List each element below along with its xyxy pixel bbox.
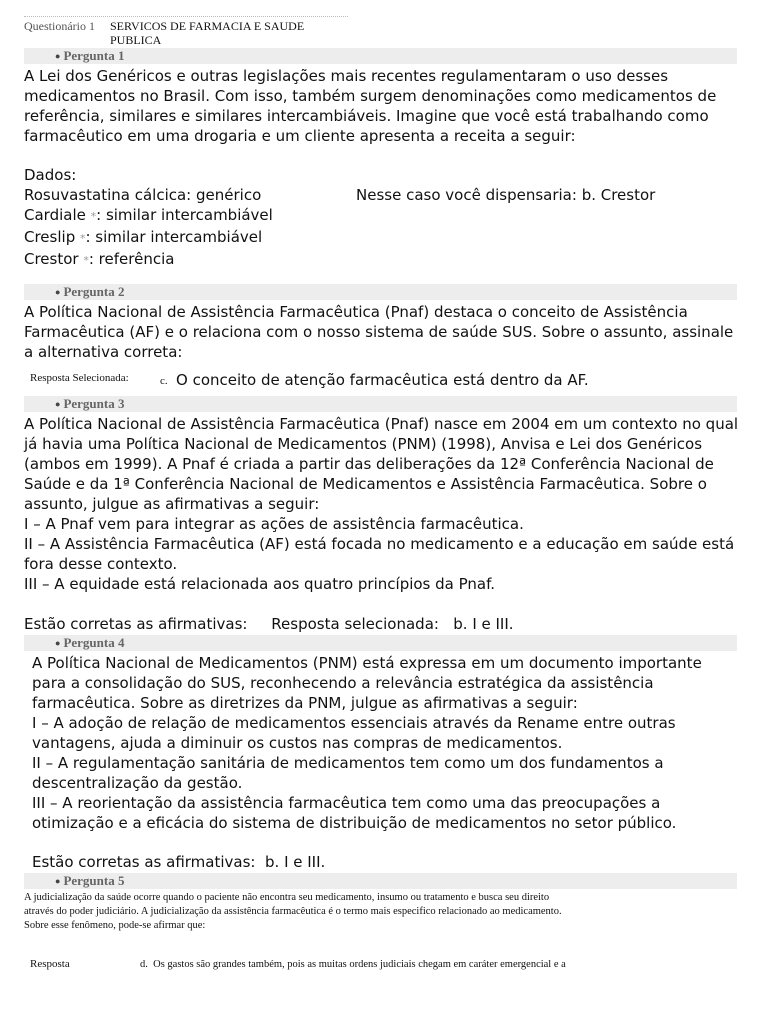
- question-text-line: Saúde e da 1ª Conferência Nacional de Medicamentos e Assistência Farmacêutica. Sobre o: [24, 475, 707, 493]
- question-text-line: descentralização da gestão.: [32, 774, 243, 792]
- question-1-body: [24, 66, 724, 146]
- question-2-body: [24, 302, 734, 362]
- data-item: [24, 249, 724, 271]
- asterisk-mark: *: [90, 210, 97, 223]
- header-divider: [24, 16, 348, 17]
- question-5-heading: Pergunta 5: [63, 873, 125, 888]
- questionnaire-label: Questionário 1: [24, 19, 95, 33]
- bullet-icon: ●: [55, 638, 61, 648]
- question-5-body: [24, 891, 724, 933]
- question-text-line: já havia uma Política Nacional de Medicamentos (PNM) (1998), Anvisa e Lei dos Genéricos: [24, 435, 703, 453]
- answer-label: Resposta: [30, 958, 70, 970]
- question-text-line: otimização e a eficácia do sistema de distribuição de medicamentos no setor público.: [32, 814, 677, 832]
- question-text-line: III – A reorientação da assistência farmacêutica tem como uma das preocupações a: [32, 794, 661, 812]
- drug-type: : similar intercambiável: [85, 228, 263, 246]
- question-4-body: [32, 653, 732, 833]
- drug-name: Creslip: [24, 228, 80, 246]
- drug-name: Cardiale: [24, 206, 91, 224]
- asterisk-mark: *: [79, 232, 86, 245]
- question-4-heading: Pergunta 4: [63, 635, 125, 650]
- drug-name: Crestor: [24, 250, 84, 268]
- question-text-line: para a consolidação do SUS, reconhecendo a relevância estratégica da assistência: [32, 674, 654, 692]
- asterisk-mark: *: [83, 254, 89, 267]
- bullet-icon: ●: [55, 51, 61, 61]
- drug-type: : similar intercambiável: [96, 206, 273, 224]
- question-4-answer: Estão corretas as afirmativas: b. I e III.: [32, 853, 326, 871]
- question-text-line: (ambos em 1999). A Pnaf é criada a partir das deliberações da 12ª Conferência Nacional de: [24, 455, 714, 473]
- question-text-line: III – A equidade está relacionada aos quatro princípios da Pnaf.: [24, 575, 496, 593]
- data-item: [24, 205, 724, 227]
- question-3-heading: Pergunta 3: [63, 396, 125, 411]
- question-text-line: II – A regulamentação sanitária de medicamentos tem como um dos fundamentos a: [32, 754, 664, 772]
- question-text-line: medicamentos no Brasil. Com isso, também surgem denominações como medicamentos de: [24, 87, 717, 105]
- question-5-header: [24, 873, 737, 889]
- answer-letter: c.: [160, 375, 168, 387]
- dados-label: Dados:: [24, 166, 77, 184]
- bullet-icon: ●: [55, 399, 61, 409]
- question-text-line: farmacêutica. Sobre as diretrizes da PNM, julgue as afirmativas a seguir:: [32, 694, 578, 712]
- question-1-heading: Pergunta 1: [63, 48, 125, 63]
- question-text-line: vantagens, ajuda a diminuir os custos nas compras de medicamentos.: [32, 734, 563, 752]
- question-1-answer: Nesse caso você dispensaria: b. Crestor: [356, 186, 656, 204]
- question-2-header: [24, 284, 737, 300]
- question-text-line: A Política Nacional de Assistência Farmacêutica (Pnaf) destaca o conceito de Assistência: [24, 303, 688, 321]
- question-2-heading: Pergunta 2: [63, 284, 125, 299]
- question-text-line: A Política Nacional de Assistência Farmacêutica (Pnaf) nasce em 2004 em um contexto no qual: [24, 415, 739, 433]
- question-3-body: [24, 414, 739, 594]
- question-text-line: A Política Nacional de Medicamentos (PNM) está expressa em um documento importante: [32, 654, 702, 672]
- question-text-line: I – A adoção de relação de medicamentos essenciais através da Rename entre outras: [32, 714, 676, 732]
- selected-answer-label: Resposta Selecionada:: [30, 372, 129, 384]
- question-text-line: fora desse contexto.: [24, 555, 178, 573]
- question-text-line: a alternativa correta:: [24, 343, 183, 361]
- question-text-line: I – A Pnaf vem para integrar as ações de assistência farmacêutica.: [24, 515, 524, 533]
- question-text-line: A judicialização da saúde ocorre quando o paciente não encontra seu medicamento, insumo ou tratamento e busca seu direito: [24, 892, 550, 903]
- question-text-line: A Lei dos Genéricos e outras legislações mais recentes regulamentaram o uso desses: [24, 67, 669, 85]
- selected-answer-text: O conceito de atenção farmacêutica está dentro da AF.: [176, 371, 589, 389]
- question-text-line: Farmacêutica (AF) e o relaciona com o nosso sistema de saúde SUS. Sobre o assunto, assinale: [24, 323, 734, 341]
- course-title: [110, 19, 350, 47]
- question-text-line: assunto, julgue as afirmativas a seguir:: [24, 495, 320, 513]
- question-text-line: referência, similares e similares intercambiáveis. Imagine que você está trabalhando como: [24, 107, 709, 125]
- question-1-data: [24, 165, 724, 271]
- selected-answer-text: d. Os gastos são grandes também, pois as muitas ordens judiciais chegam em caráter emergencial e a: [140, 959, 566, 970]
- question-4-header: [24, 635, 737, 651]
- question-3-answer: Estão corretas as afirmativas: Resposta selecionada: b. I e III.: [24, 615, 514, 633]
- question-text-line: através do poder judiciário. A judicialização da assistência farmacêutica é o termo mais especifico relacionado ao medicamento.: [24, 906, 562, 917]
- question-text-line: farmacêutico em uma drogaria e um cliente apresenta a receita a seguir:: [24, 127, 576, 145]
- data-item: [24, 227, 724, 249]
- course-title-line-2: PUBLICA: [110, 33, 162, 47]
- question-text-line: Sobre esse fenômeno, pode-se afirmar que:: [24, 920, 206, 931]
- question-3-header: [24, 396, 737, 412]
- course-title-line-1: SERVICOS DE FARMACIA E SAUDE: [110, 19, 305, 33]
- bullet-icon: ●: [55, 287, 61, 297]
- drug-type: : referência: [88, 250, 175, 268]
- question-text-line: II – A Assistência Farmacêutica (AF) está focada no medicamento e a educação em saúde está: [24, 535, 735, 553]
- bullet-icon: ●: [55, 876, 61, 886]
- data-item: Rosuvastatina cálcica: genérico: [24, 186, 262, 204]
- question-1-header: [24, 48, 737, 64]
